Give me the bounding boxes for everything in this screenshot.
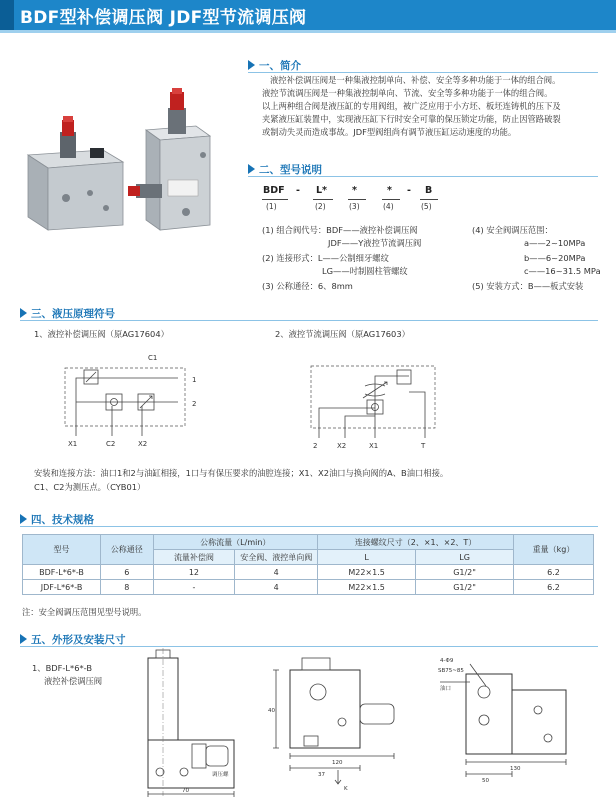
label-c2: C2 — [106, 440, 116, 448]
model-underline — [313, 199, 333, 200]
cell-thread-lg: G1/2" — [416, 565, 514, 580]
label-x2: X2 — [138, 440, 148, 448]
dim-120: 120 — [332, 760, 343, 766]
section-marker-icon — [248, 60, 255, 70]
drawing-side-view — [100, 648, 250, 798]
model-index-1: (1) — [266, 202, 277, 211]
dim-4n: 4-Φ9 — [440, 658, 454, 664]
label-k: K — [344, 786, 348, 792]
label-x1: X1 — [68, 440, 78, 448]
cell-weight: 6.2 — [514, 565, 594, 580]
model-note-left-2: JDF——Y液控节流调压阀 — [328, 238, 422, 248]
valve-body — [148, 740, 234, 788]
cell-flow-a: 12 — [153, 565, 235, 580]
section-title-intro: 一、简介 — [248, 58, 301, 73]
symbol-boundary — [311, 366, 435, 428]
th-model: 型号 — [23, 535, 101, 565]
model-note-left-5: (3) 公称通径：6、8mm — [262, 281, 353, 291]
section-marker-icon — [248, 164, 255, 174]
table-header-row — [23, 535, 594, 550]
dims-caption-1: 1、BDF-L*6*-B — [32, 663, 93, 673]
model-note-right-4: c——16~31.5 MPa — [524, 266, 601, 276]
hydraulic-caption-left: 1、液控补偿调压阀（原AG17604） — [34, 329, 169, 339]
page-title: BDF型补偿调压阀 JDF型节流调压阀 — [20, 8, 307, 28]
cell-model: JDF-L*6*-B — [23, 580, 101, 595]
table-row — [23, 580, 594, 595]
section-divider — [248, 72, 598, 73]
section-title-model: 二、型号说明 — [248, 162, 322, 177]
model-code-star-2: * — [387, 185, 392, 196]
model-code-l: L* — [316, 185, 328, 196]
section-title-hydraulic: 三、液压原理符号 — [20, 306, 115, 321]
model-note-left-1: (1) 组合阀代号：BDF——液控补偿调压阀 — [262, 225, 418, 235]
dim-sb: SB75~85 — [438, 668, 464, 674]
cell-weight: 6.2 — [514, 580, 594, 595]
drawing-front-view — [268, 652, 418, 792]
label-port-2: 2 — [192, 400, 197, 408]
dim-37: 37 — [318, 772, 325, 778]
hydraulic-note-1: 安装和连接方法：油口1和2与油缸相接，1口与有保压要求的油腔连接；X1、X2油口与换向阀的A、B油口相接。 — [34, 468, 449, 478]
end-body — [466, 674, 512, 754]
model-code-dash-1: - — [296, 185, 300, 196]
th-flow: 公称流量（L/min） — [153, 535, 318, 550]
product-photo — [18, 80, 228, 280]
cell-thread-l: M22×1.5 — [318, 565, 416, 580]
label-x2: X2 — [337, 442, 347, 450]
section-divider — [248, 176, 598, 177]
model-note-left-3: (2) 连接形式：L——公制细牙螺纹 — [262, 253, 389, 263]
intro-line-1: 液控补偿调压阀是一种集液控制单向、补偿、安全等多种功能于一体的组合阀。 — [270, 75, 561, 85]
relief-valve-box — [397, 370, 411, 384]
drawing-end-view — [430, 650, 600, 790]
cell-flow-b: 4 — [235, 565, 318, 580]
symbol-boundary — [65, 368, 185, 426]
model-code-dash-2: - — [407, 185, 411, 196]
label-port-1: 1 — [192, 376, 197, 384]
model-note-right-3: b——6~20MPa — [524, 253, 586, 263]
dim-130: 130 — [510, 766, 521, 772]
dim-40: 40 — [268, 708, 275, 714]
model-underline — [382, 199, 400, 200]
model-underline — [348, 199, 366, 200]
label-t: T — [421, 442, 426, 450]
section-marker-icon — [20, 514, 27, 524]
section-title-dims: 五、外形及安装尺寸 — [20, 632, 126, 647]
cell-flow-b: 4 — [235, 580, 318, 595]
label-x1: X1 — [369, 442, 379, 450]
label-port: 油口 — [440, 686, 452, 692]
model-underline — [420, 199, 438, 200]
intro-line-3: 以上两种组合阀是液压缸的专用阀组，被广泛应用于小方坯、板坯连铸机的压下及 — [262, 101, 561, 111]
header-corner-accent — [0, 0, 14, 30]
model-index-5: (5) — [421, 202, 432, 211]
model-underline — [262, 199, 288, 200]
hydraulic-symbol-bdf — [60, 354, 210, 452]
model-note-left-4: LG——吋制圆柱管螺纹 — [322, 266, 408, 276]
hydraulic-symbol-jdf — [305, 362, 445, 452]
th-thread-lg: LG — [416, 550, 514, 565]
table-row — [23, 565, 594, 580]
section-title-spec: 四、技术规格 — [20, 512, 94, 527]
th-weight: 重量（kg） — [514, 535, 594, 565]
model-index-3: (3) — [349, 202, 360, 211]
model-note-right-2: a——2~10MPa — [524, 238, 586, 248]
th-thread: 连接螺纹尺寸（2、×1、×2、T） — [318, 535, 514, 550]
cell-thread-lg: G1/2" — [416, 580, 514, 595]
section-marker-icon — [20, 308, 27, 318]
model-code-star-1: * — [352, 185, 357, 196]
model-index-4: (4) — [383, 202, 394, 211]
model-code-bdf: BDF — [263, 185, 285, 196]
hydraulic-note-2: C1、C2为测压点。（CYB01） — [34, 482, 146, 492]
cell-dn: 8 — [101, 580, 153, 595]
cell-dn: 6 — [101, 565, 153, 580]
intro-line-4: 夹紧液压缸装置中，实现液压缸下行时安全可靠的保压锁定功能，防止因管路破裂 — [262, 114, 561, 124]
dim-70: 70 — [182, 788, 189, 794]
dims-caption-2: 液控补偿调压阀 — [44, 676, 103, 686]
section-divider — [20, 526, 598, 527]
model-note-right-1: (4) 安全阀调压范围： — [472, 225, 553, 235]
intro-line-5: 或制动失灵而造成事故。JDF型阀组尚有调节液压缸运动速度的功能。 — [262, 127, 517, 137]
th-dn: 公称通径 — [101, 535, 153, 565]
label-c1: C1 — [148, 354, 158, 362]
label-port-2: 2 — [313, 442, 318, 450]
section-divider — [20, 646, 598, 647]
header-stripe — [0, 30, 616, 33]
cell-thread-l: M22×1.5 — [318, 580, 416, 595]
page-header — [0, 0, 616, 30]
th-thread-l: L — [318, 550, 416, 565]
spec-table — [22, 534, 594, 595]
model-index-2: (2) — [315, 202, 326, 211]
model-code-b: B — [425, 185, 433, 196]
cell-model: BDF-L*6*-B — [23, 565, 101, 580]
front-body — [290, 670, 360, 748]
dim-50: 50 — [482, 778, 489, 784]
mounting-plate — [512, 690, 566, 754]
model-note-right-5: (5) 安装方式：B——板式安装 — [472, 281, 584, 291]
cell-flow-a: - — [153, 580, 235, 595]
intro-line-2: 液控节流调压阀是一种集液控制单向、节流、安全等多种功能于一体的组合阀。 — [262, 88, 553, 98]
section-marker-icon — [20, 634, 27, 644]
hydraulic-caption-right: 2、液控节流调压阀（原AG17603） — [275, 329, 410, 339]
spec-note: 注：安全阀调压范围见型号说明。 — [22, 607, 147, 617]
label-adjust: 调压螺 — [212, 772, 229, 778]
section-divider — [20, 320, 598, 321]
th-flow-b: 安全阀、液控单向阀 — [235, 550, 318, 565]
th-flow-a: 流量补偿阀 — [153, 550, 235, 565]
